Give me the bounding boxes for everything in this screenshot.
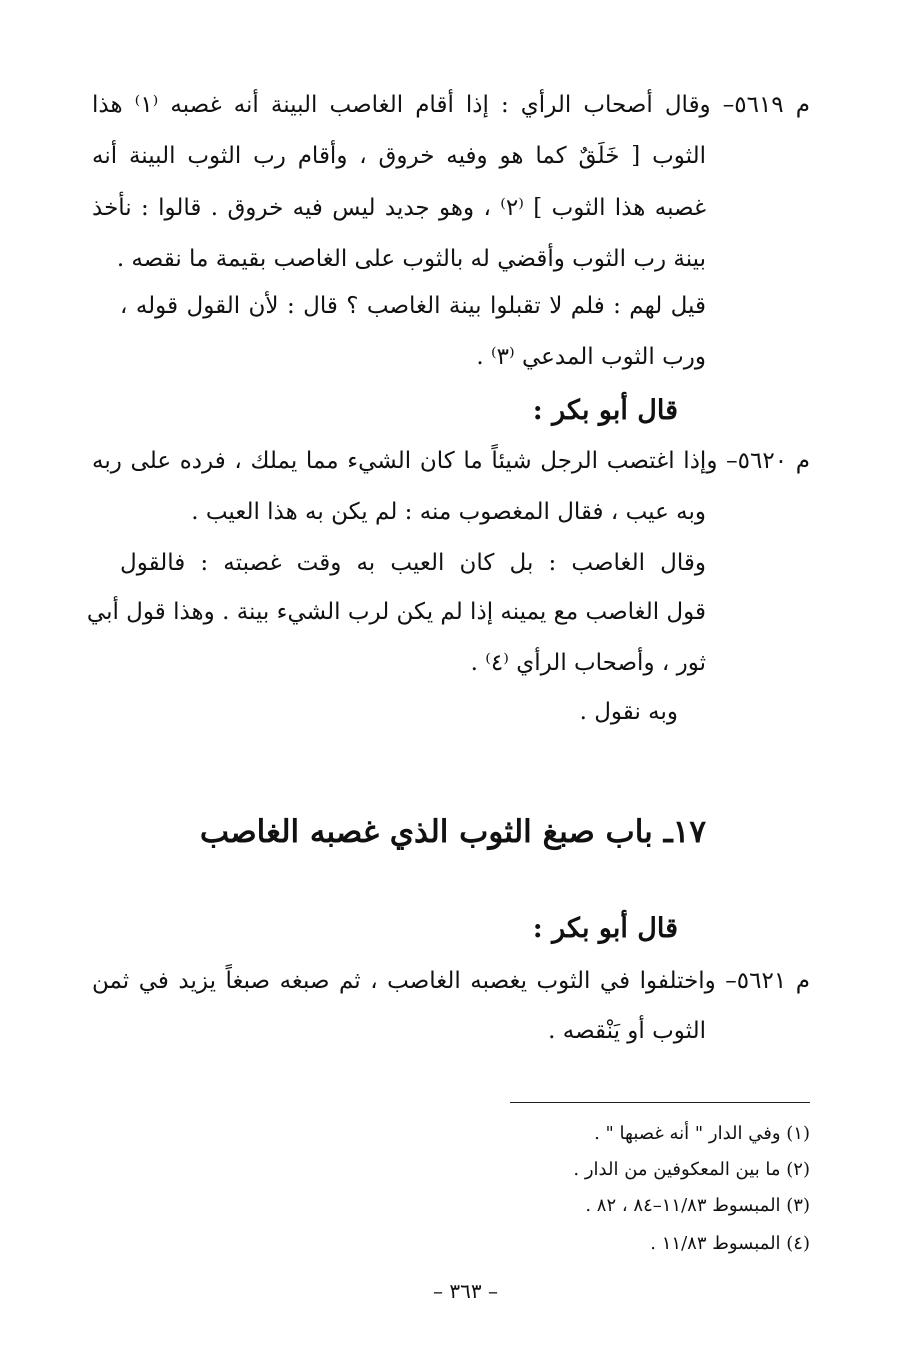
footnote-4: (٤) المبسوط ١١/٨٣ .: [650, 1233, 810, 1254]
paragraph-5620-line-3: وقال الغاصب : بل كان العيب به وقت غصبته : فالقول: [120, 550, 706, 576]
footnote-separator: [510, 1102, 810, 1103]
chapter-heading: ١٧ـ باب صبغ الثوب الذي غصبه الغاصب: [199, 814, 706, 850]
paragraph-5619-line-6: ورب الثوب المدعي ⁽٣⁾ .: [476, 344, 706, 370]
paragraph-5620-line-1: م ٥٦٢٠– وإذا اغتصب الرجل شيئاً ما كان الشيء مما يملك ، فرده على ربه: [92, 448, 811, 474]
paragraph-5620-line-5: ثور ، وأصحاب الرأي ⁽٤⁾ .: [470, 650, 706, 676]
paragraph-5619-line-3: غصبه هذا الثوب ] ⁽٢⁾ ، وهو جديد ليس فيه خروق . قالوا : نأخذ: [92, 195, 706, 221]
page-number: – ٣٦٣ –: [433, 1279, 498, 1303]
footnote-1: (١) وفي الدار " أنه غصبها " .: [594, 1123, 810, 1144]
paragraph-5620-line-2: وبه عيب ، فقال المغصوب منه : لم يكن به هذا العيب .: [191, 499, 706, 525]
paragraph-5620-line-4: قول الغاصب مع يمينه إذا لم يكن لرب الشيء بينة . وهذا قول أبي: [86, 599, 706, 625]
abu-bakr-heading-1: قال أبو بكر :: [532, 395, 678, 426]
paragraph-5619-line-4: بينة رب الثوب وأقضي له بالثوب على الغاصب بقيمة ما نقصه .: [116, 246, 706, 272]
footnote-2: (٢) ما بين المعكوفين من الدار .: [573, 1159, 810, 1180]
footnote-3: (٣) المبسوط ١١/٨٣–٨٤ ، ٨٢ .: [585, 1195, 810, 1216]
paragraph-5621-line-2: الثوب أو يَنْقصه .: [548, 1018, 706, 1044]
paragraph-5619-line-1: م ٥٦١٩– وقال أصحاب الرأي : إذا أقام الغاصب البينة أنه غصبه ⁽١⁾ هذا: [92, 92, 810, 118]
paragraph-5619-line-5: قيل لهم : فلم لا تقبلوا بينة الغاصب ؟ قال : لأن القول قوله ،: [120, 293, 706, 319]
abu-bakr-heading-2: قال أبو بكر :: [532, 913, 678, 944]
paragraph-5621-line-1: م ٥٦٢١– واختلفوا في الثوب يغصبه الغاصب ، ثم صبغه صبغاً يزيد في ثمن: [92, 968, 810, 994]
paragraph-5620-line-6: وبه نقول .: [579, 699, 678, 725]
paragraph-5619-line-2: الثوب [ خَلَقٌ كما هو وفيه خروق ، وأقام رب الثوب البينة أنه: [92, 143, 706, 169]
